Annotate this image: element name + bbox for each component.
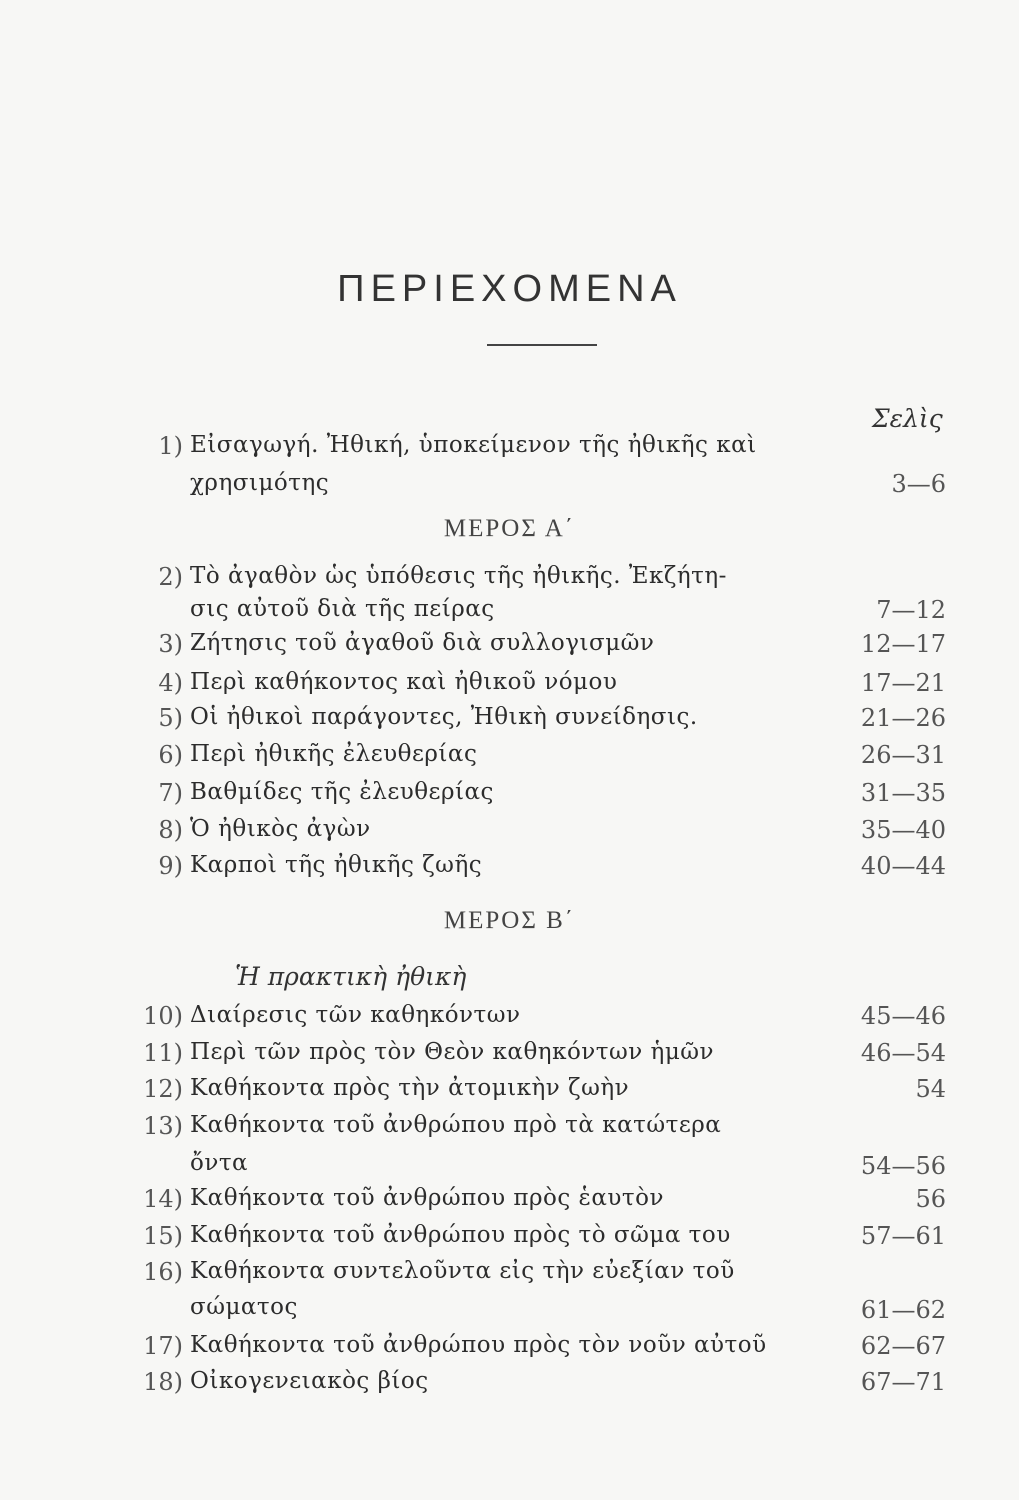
entry-pages: 56 — [915, 1185, 946, 1213]
entry-pages: 62—67 — [860, 1332, 946, 1360]
entry-number: 11) — [143, 1039, 183, 1067]
pages-column-header: Σελὶς — [872, 404, 943, 433]
toc-entry-9 — [0, 852, 1019, 886]
entry-title: Καθήκοντα τοῦ ἀνθρώπου πρὸς τὸ σῶμα του — [190, 1222, 731, 1248]
entry-pages: 26—31 — [860, 741, 946, 769]
entry-title: Βαθμίδες τῆς ἐλευθερίας — [190, 779, 494, 805]
entry-title-continued: σις αὐτοῦ διὰ τῆς πείρας — [190, 596, 495, 622]
entry-number: 2) — [158, 563, 183, 591]
entry-number: 8) — [158, 816, 183, 844]
entry-title: Οἰκογενειακὸς βίος — [190, 1368, 429, 1394]
entry-pages: 54 — [915, 1075, 946, 1103]
entry-title-continued: ὄντα — [190, 1150, 249, 1176]
entry-pages: 61—62 — [860, 1296, 946, 1324]
entry-number: 18) — [143, 1368, 183, 1396]
entry-pages: 17—21 — [860, 669, 946, 697]
entry-title: Καρποὶ τῆς ἠθικῆς ζωῆς — [190, 852, 483, 878]
entry-pages: 40—44 — [860, 852, 946, 880]
entry-pages: 21—26 — [860, 704, 946, 732]
entry-pages: 31—35 — [860, 779, 946, 807]
part-a-heading: ΜΕΡΟΣ Α΄ — [443, 515, 576, 542]
toc-entry-10 — [0, 1002, 1019, 1036]
entry-title: Καθήκοντα συντελοῦντα εἰς τὴν εὐεξίαν τοῦ — [190, 1258, 735, 1284]
entry-pages: 54—56 — [860, 1152, 946, 1180]
entry-number: 6) — [158, 741, 183, 769]
entry-number: 10) — [143, 1002, 183, 1030]
toc-entry-16 — [0, 1258, 1019, 1292]
entry-number: 15) — [143, 1222, 183, 1250]
entry-pages: 45—46 — [860, 1002, 946, 1030]
entry-title: Περὶ καθήκοντος καὶ ἠθικοῦ νόμου — [190, 669, 618, 695]
toc-entry-8 — [0, 816, 1019, 850]
toc-entry-4 — [0, 669, 1019, 703]
toc-entry-1 — [0, 432, 1019, 466]
entry-title: Ὁ ἠθικὸς ἀγὼν — [190, 816, 371, 842]
entry-pages: 12—17 — [860, 630, 946, 658]
toc-entry-2 — [0, 563, 1019, 597]
toc-entry-13 — [0, 1112, 1019, 1146]
entry-number: 12) — [143, 1075, 183, 1103]
entry-number: 9) — [158, 852, 183, 880]
entry-pages: 67—71 — [860, 1368, 946, 1396]
entry-pages: 7—12 — [876, 596, 946, 624]
toc-entry-15 — [0, 1222, 1019, 1256]
entry-number: 5) — [158, 704, 183, 732]
toc-entry-14 — [0, 1185, 1019, 1219]
entry-title: Περὶ τῶν πρὸς τὸν Θεὸν καθηκόντων ἡμῶν — [190, 1039, 715, 1065]
entry-number: 13) — [143, 1112, 183, 1140]
entry-number: 17) — [143, 1332, 183, 1360]
toc-entry-18 — [0, 1368, 1019, 1402]
title-divider — [487, 344, 597, 346]
entry-number: 14) — [143, 1185, 183, 1213]
entry-number: 3) — [158, 630, 183, 658]
entry-title: Καθήκοντα τοῦ ἀνθρώπου πρὸς ἑαυτὸν — [190, 1185, 664, 1211]
toc-entry-6 — [0, 741, 1019, 775]
entry-number: 4) — [158, 669, 183, 697]
entry-title: Διαίρεσις τῶν καθηκόντων — [190, 1002, 521, 1028]
entry-title: Τὸ ἀγαθὸν ὡς ὑπόθεσις τῆς ἠθικῆς. Ἐκζήτη- — [190, 563, 727, 589]
toc-entry-11 — [0, 1039, 1019, 1073]
entry-number: 7) — [158, 779, 183, 807]
entry-pages: 35—40 — [860, 816, 946, 844]
entry-title: Ζήτησις τοῦ ἀγαθοῦ διὰ συλλογισμῶν — [190, 630, 655, 656]
toc-entry-7 — [0, 779, 1019, 813]
entry-title: Καθήκοντα τοῦ ἀνθρώπου πρὸς τὸν νοῦν αὐτοῦ — [190, 1332, 767, 1358]
entry-title: Περὶ ἠθικῆς ἐλευθερίας — [190, 741, 478, 767]
toc-entry-5 — [0, 704, 1019, 738]
toc-entry-3 — [0, 630, 1019, 664]
toc-entry-12 — [0, 1075, 1019, 1109]
entry-title-continued: σώματος — [190, 1294, 298, 1320]
entry-number: 16) — [143, 1258, 183, 1286]
toc-entry-17 — [0, 1332, 1019, 1366]
part-b-subtitle: Ἡ πρακτικὴ ἠθικὴ — [235, 962, 467, 991]
part-b-heading: ΜΕΡΟΣ Β΄ — [443, 907, 576, 934]
page-title: ΠΕΡΙΕΧΟΜΕΝΑ — [337, 268, 682, 310]
entry-title: Καθήκοντα τοῦ ἀνθρώπου πρὸ τὰ κατώτερα — [190, 1112, 722, 1138]
entry-pages: 57—61 — [860, 1222, 946, 1250]
entry-title: Οἱ ἠθικοὶ παράγοντες, Ἠθικὴ συνείδησις. — [190, 704, 698, 730]
entry-title: Καθήκοντα πρὸς τὴν ἀτομικὴν ζωὴν — [190, 1075, 630, 1101]
entry-title-continued: χρησιμότης — [190, 470, 330, 496]
entry-number: 1) — [158, 432, 183, 460]
entry-title: Εἰσαγωγή. Ἠθική, ὑποκείμενον τῆς ἠθικῆς καὶ — [190, 432, 757, 458]
entry-pages: 46—54 — [860, 1039, 946, 1067]
entry-pages: 3—6 — [891, 470, 946, 498]
